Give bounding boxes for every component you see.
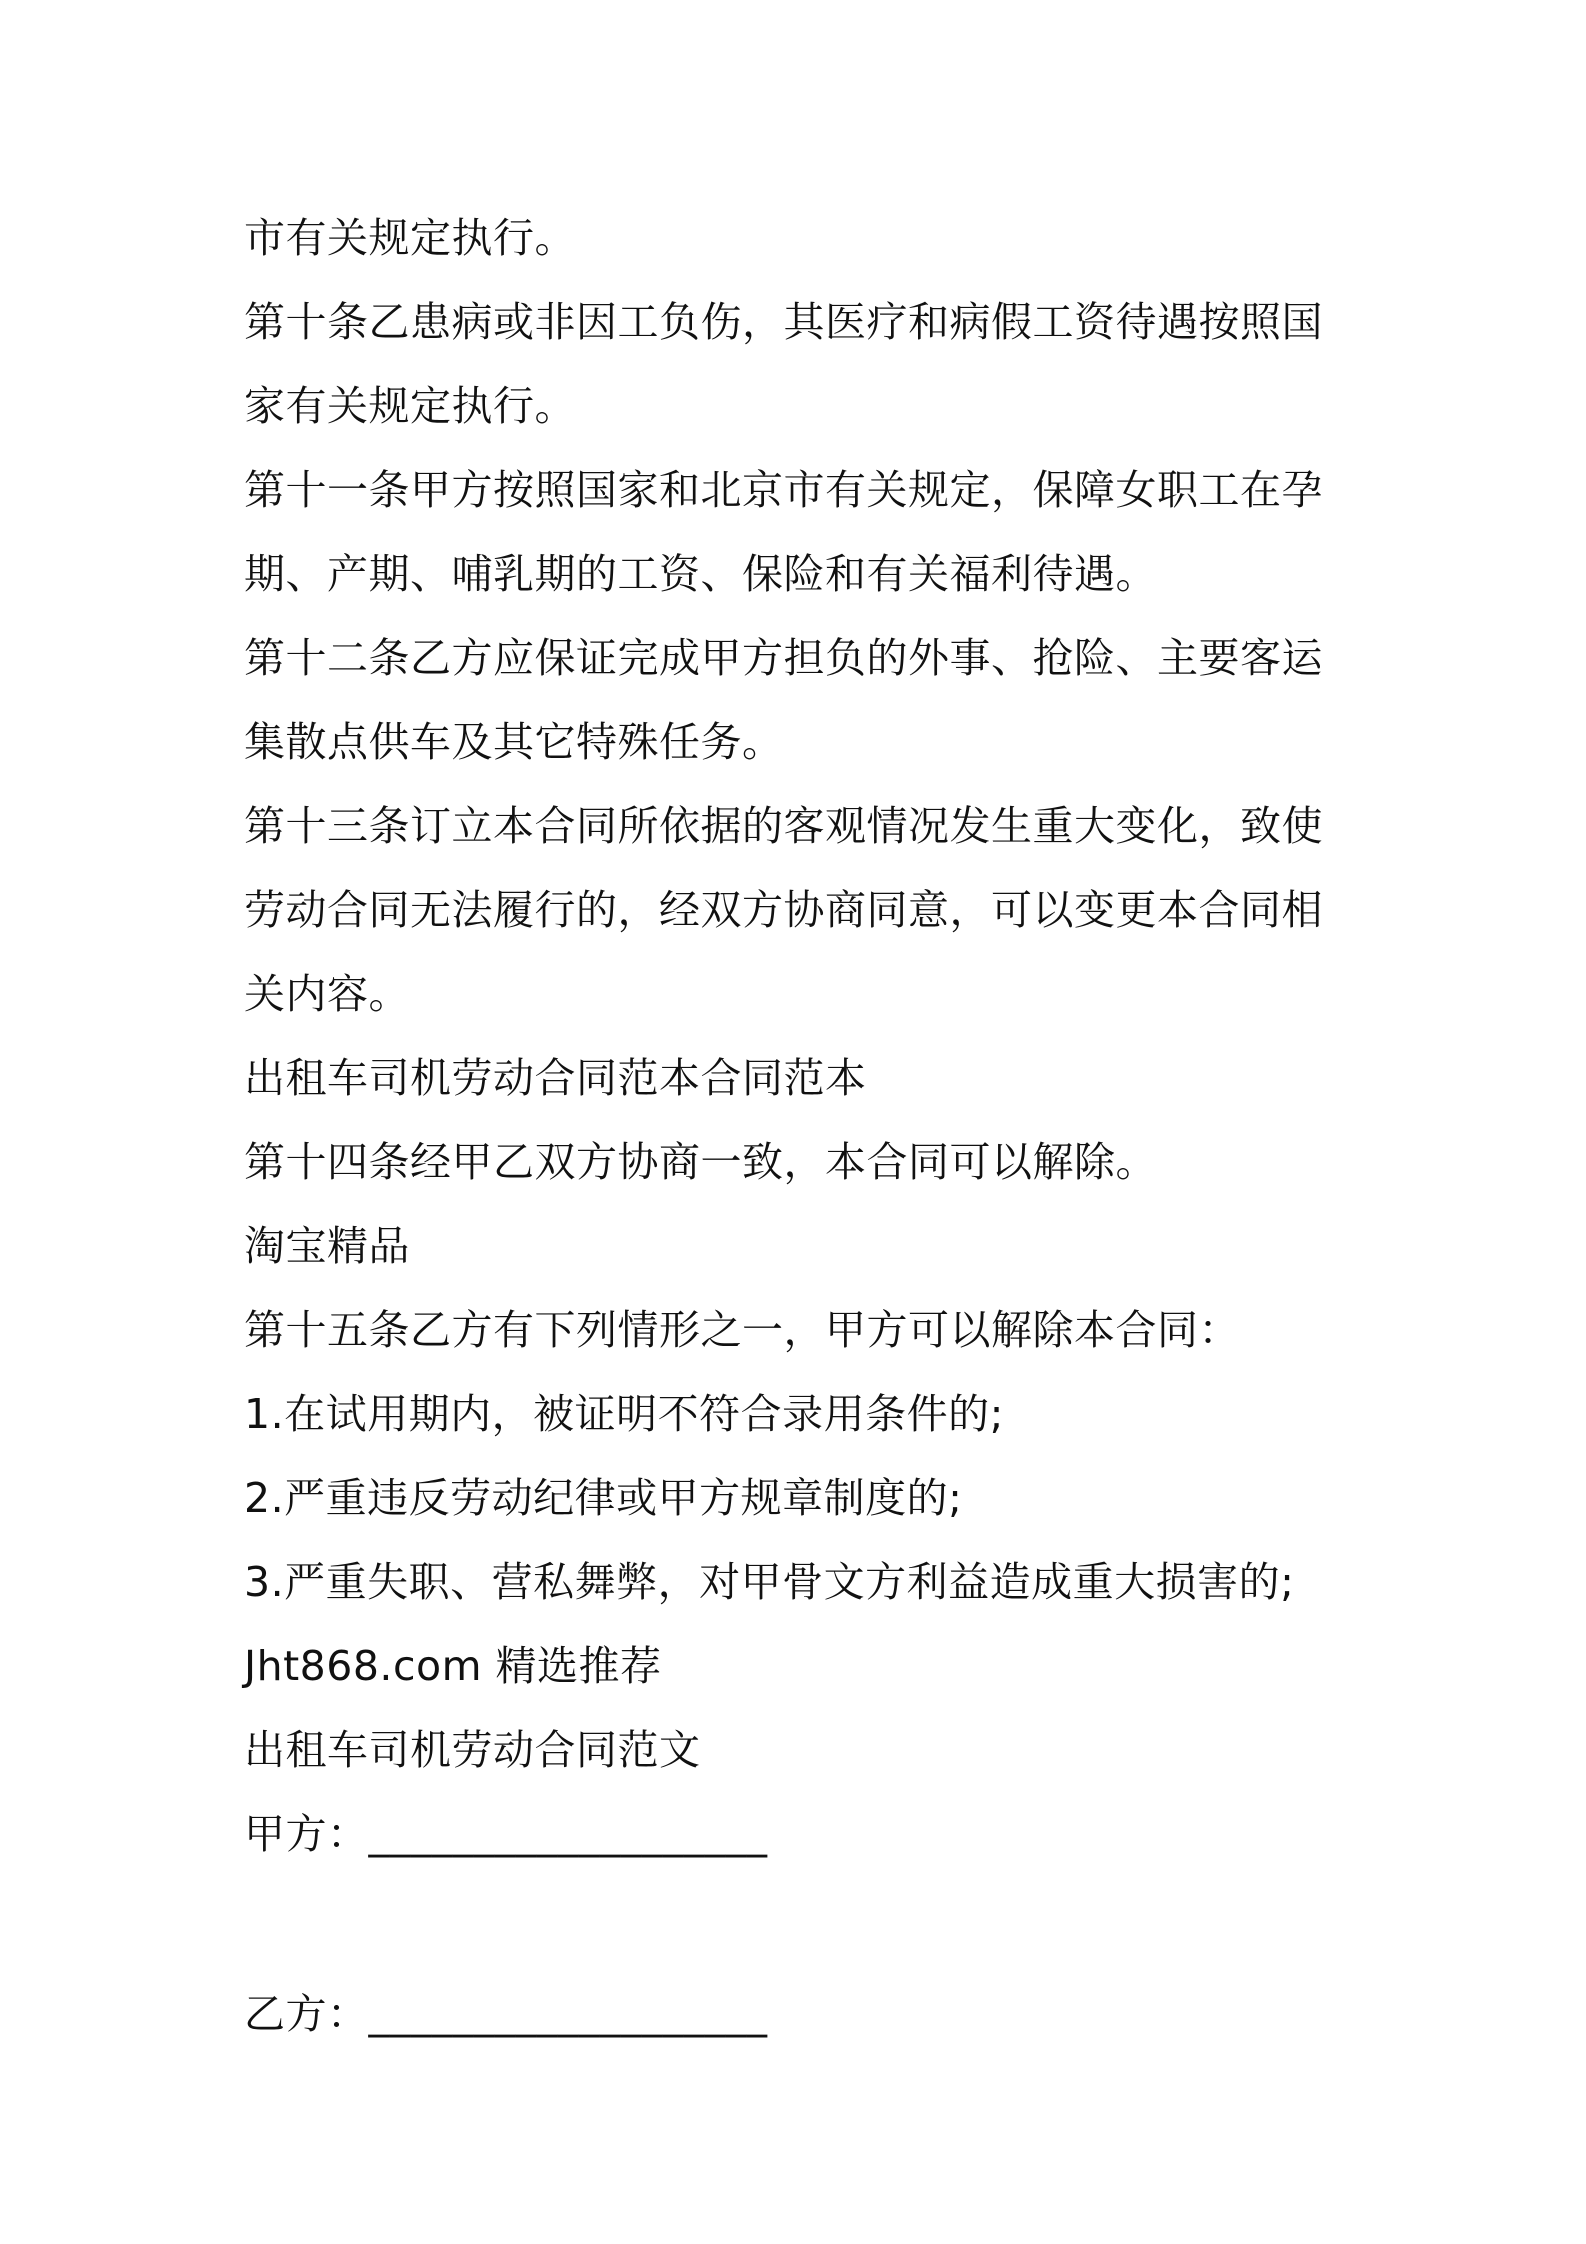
list-item: 1.在试用期内，被证明不符合录用条件的; bbox=[244, 1390, 1004, 1438]
party-b-line: 乙方：___________________ bbox=[244, 1990, 768, 2038]
text-line: 家有关规定执行。 bbox=[244, 382, 576, 430]
text-line: 期、产期、哺乳期的工资、保险和有关福利待遇。 bbox=[244, 550, 1157, 598]
text-line: 关内容。 bbox=[244, 970, 410, 1018]
text-line: Jht868.com 精选推荐 bbox=[244, 1642, 662, 1690]
party-a-line: 甲方：___________________ bbox=[244, 1810, 768, 1858]
text-line: 市有关规定执行。 bbox=[244, 214, 576, 262]
text-line: 劳动合同无法履行的，经双方协商同意，可以变更本合同相 bbox=[244, 886, 1323, 934]
text-line: 第十五条乙方有下列情形之一，甲方可以解除本合同： bbox=[244, 1306, 1240, 1354]
text-line: 第十一条甲方按照国家和北京市有关规定，保障女职工在孕 bbox=[244, 466, 1323, 514]
text-line: 淘宝精品 bbox=[244, 1222, 410, 1270]
list-item: 2.严重违反劳动纪律或甲方规章制度的; bbox=[244, 1474, 963, 1522]
text-line: 第十条乙患病或非因工负伤，其医疗和病假工资待遇按照国 bbox=[244, 298, 1323, 346]
text-line: 第十二条乙方应保证完成甲方担负的外事、抢险、主要客运 bbox=[244, 634, 1323, 682]
document-body bbox=[244, 196, 1364, 2056]
text-line: 集散点供车及其它特殊任务。 bbox=[244, 718, 784, 766]
text-line: 第十四条经甲乙双方协商一致，本合同可以解除。 bbox=[244, 1138, 1157, 1186]
spacer bbox=[244, 1876, 1364, 1972]
section-heading: 出租车司机劳动合同范本合同范本 bbox=[244, 1054, 867, 1102]
section-heading: 出租车司机劳动合同范文 bbox=[244, 1726, 701, 1774]
text-line: 第十三条订立本合同所依据的客观情况发生重大变化，致使 bbox=[244, 802, 1323, 850]
list-item: 3.严重失职、营私舞弊，对甲骨文方利益造成重大损害的; bbox=[244, 1558, 1295, 1606]
